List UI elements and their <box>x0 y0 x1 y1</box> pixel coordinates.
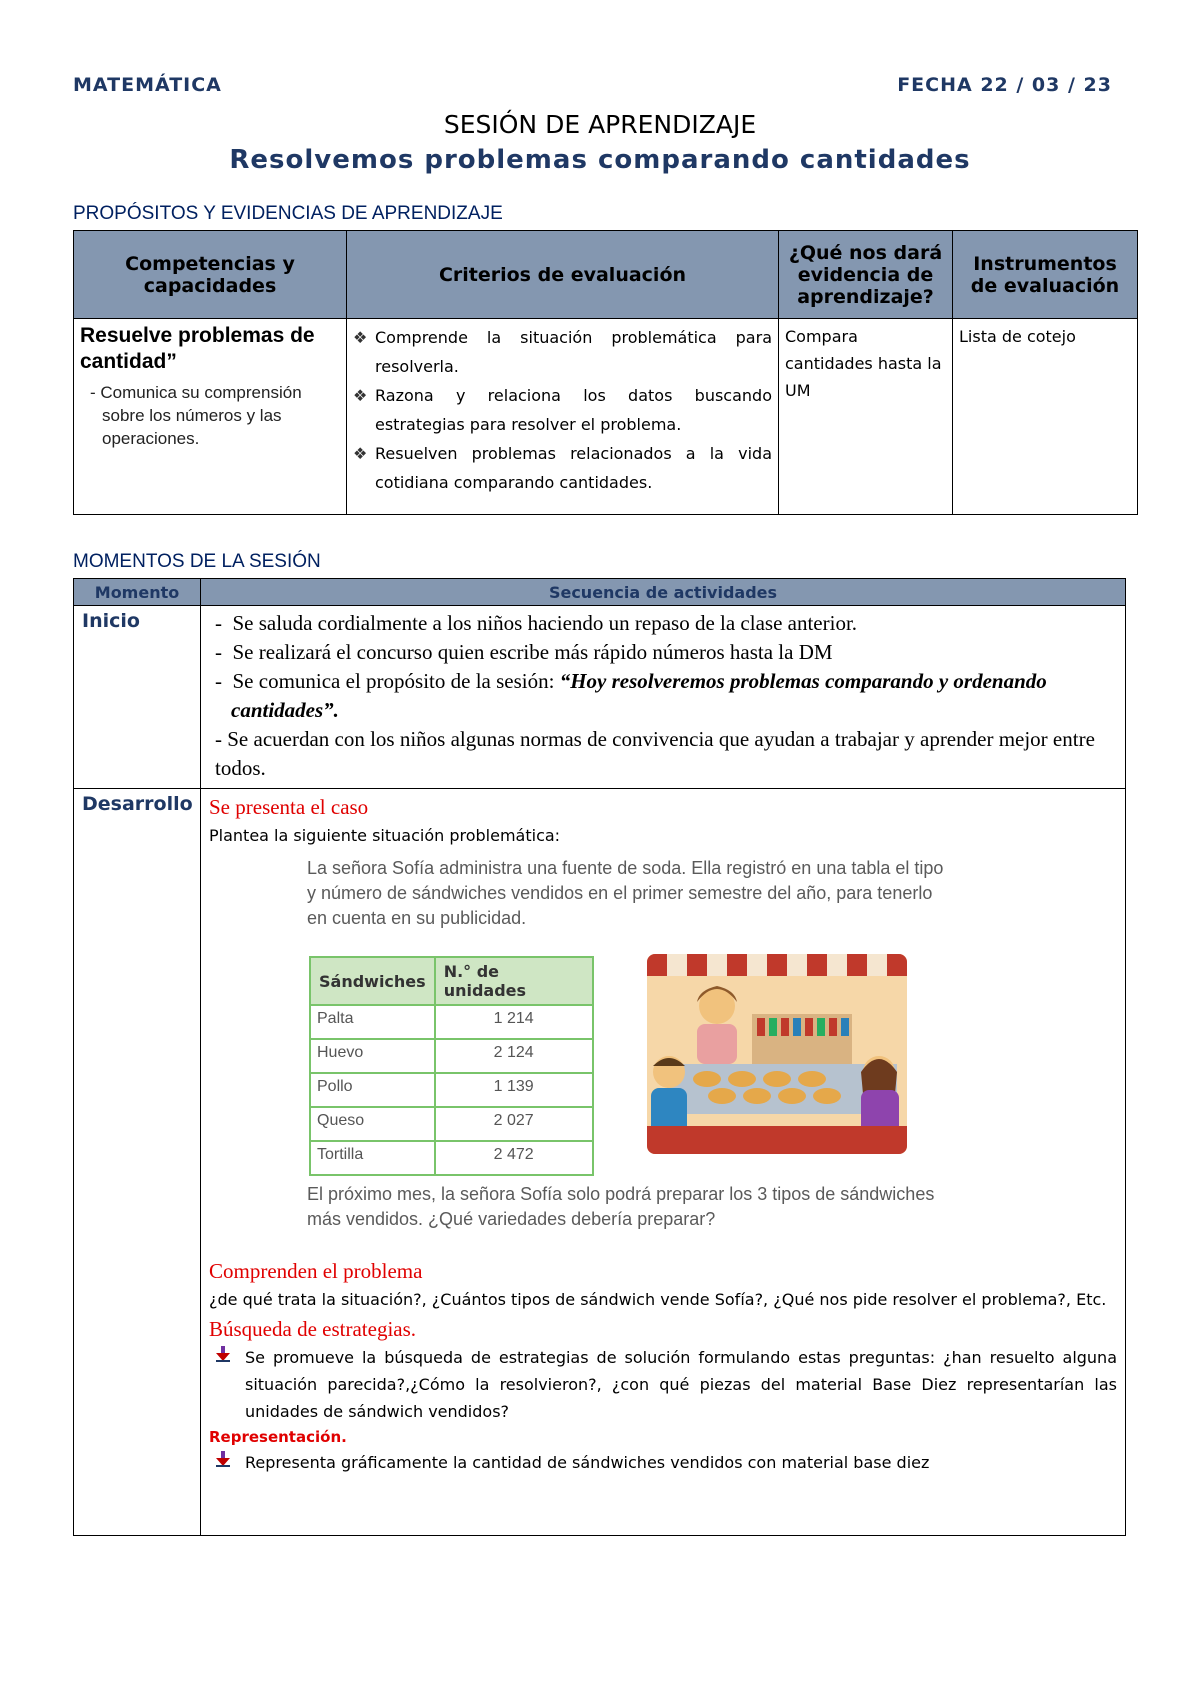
moments-section-label: MOMENTOS DE LA SESIÓN <box>73 551 321 572</box>
understand-heading: Comprenden el problema <box>209 1259 423 1283</box>
shop-scene-icon <box>647 954 907 1154</box>
strategies-heading: Búsqueda de estrategias. <box>209 1317 417 1341</box>
evidence-text: Compara cantidades hasta la UM <box>785 327 942 400</box>
competency-cell <box>74 319 347 515</box>
table-row: Tortilla 2 472 <box>310 1141 593 1175</box>
representation-item: Representa gráficamente la cantidad de sándwiches vendidos con material base diez <box>209 1449 1117 1476</box>
book-paragraph: La señora Sofía administra una fuente de soda. Ella registró en una tabla el tipo y número de sándwiches vendidos en el primer semestre del año, para tenerlo en cuenta en su publicidad. <box>307 858 944 928</box>
page-subtitle: Resolvemos problemas comparando cantidades <box>229 145 971 175</box>
table-row: Huevo 2 124 <box>310 1039 593 1073</box>
desarrollo-activities <box>201 789 1126 1536</box>
subject-label: MATEMÁTICA <box>73 74 222 96</box>
header-secuencia: Secuencia de actividades <box>201 579 1126 606</box>
sandwich-table <box>309 956 594 1176</box>
arrow-down-bullet-icon <box>215 1449 231 1476</box>
header-criterios: Criterios de evaluación <box>347 231 779 319</box>
sandwich-col-header: Sándwiches <box>310 957 435 1005</box>
evidence-cell <box>779 319 953 515</box>
instrument-text: Lista de cotejo <box>959 327 1076 346</box>
list-item: - Se saluda cordialmente a los niños haciendo un repaso de la clase anterior. <box>215 611 858 635</box>
list-item: - Se realizará el concurso quien escribe más rápido números hasta la DM <box>215 640 833 664</box>
criteria-cell <box>347 319 779 515</box>
diamond-bullet-icon: ❖ <box>353 328 368 347</box>
list-item: - Se comunica el propósito de la sesión: “Hoy resolveremos problemas comparando y ordenando cantidades”. <box>215 669 1047 722</box>
moment-inicio: Inicio <box>74 606 201 789</box>
table-row: Pollo 1 139 <box>310 1073 593 1107</box>
page-title: SESIÓN DE APRENDIZAJE <box>443 110 757 139</box>
instrument-cell <box>953 319 1138 515</box>
case-heading: Se presenta el caso <box>209 795 369 819</box>
criterion-item: ❖ Comprende la situación problemática para resolverla. <box>353 323 772 381</box>
header-competencias: Competencias y capacidades <box>74 231 347 319</box>
textbook-excerpt-image <box>307 856 957 1229</box>
date-label: FECHA 22 / 03 / 23 <box>897 74 1112 96</box>
header-momento: Momento <box>74 579 201 606</box>
competency-capacity: - Comunica su comprensión sobre los números y las operaciones. <box>90 383 302 448</box>
competency-title: Resuelve problemas de cantidad” <box>80 324 315 373</box>
table-row: Queso 2 027 <box>310 1107 593 1141</box>
inicio-activities <box>201 606 1126 789</box>
strategies-item: Se promueve la búsqueda de estrategias de solución formulando estas preguntas: ¿han resuelto alguna situación parecida?,¿Cómo la resolvieron?, ¿con qué piezas del material Base Diez representarían las unidades de sándwich vendidos? <box>209 1344 1117 1425</box>
sandwich-shop-illustration <box>647 954 907 1154</box>
criterion-item: ❖ Razona y relaciona los datos buscando estrategias para resolver el problema. <box>353 381 772 439</box>
units-col-header: N.° de unidades <box>435 957 593 1005</box>
header-evidencia: ¿Qué nos dará evidencia de aprendizaje? <box>779 231 953 319</box>
moment-desarrollo: Desarrollo <box>74 789 201 1536</box>
header-instrumentos: Instrumentos de evaluación <box>953 231 1138 319</box>
diamond-bullet-icon: ❖ <box>353 444 368 463</box>
criterion-item: ❖ Resuelven problemas relacionados a la vida cotidiana comparando cantidades. <box>353 439 772 497</box>
list-item: - Se acuerdan con los niños algunas normas de convivencia que ayudan a trabajar y aprender mejor entre todos. <box>215 727 1095 780</box>
diamond-bullet-icon: ❖ <box>353 386 368 405</box>
table-row: Palta 1 214 <box>310 1005 593 1039</box>
book-question: El próximo mes, la señora Sofía solo podrá preparar los 3 tipos de sándwiches más vendidos. ¿Qué variedades debería preparar? <box>307 1184 935 1229</box>
representation-heading: Representación. <box>209 1428 347 1446</box>
case-intro: Plantea la siguiente situación problemática: <box>209 826 561 845</box>
purposes-table <box>73 230 1138 515</box>
purpose-quote: “Hoy resolveremos problemas comparando y ordenando cantidades”. <box>231 669 1047 722</box>
purposes-section-label: PROPÓSITOS Y EVIDENCIAS DE APRENDIZAJE <box>73 203 503 224</box>
understand-text: ¿de qué trata la situación?, ¿Cuántos tipos de sándwich vende Sofía?, ¿Qué nos pide resolver el problema?, Etc. <box>209 1290 1107 1309</box>
moments-table <box>73 578 1126 1536</box>
arrow-down-bullet-icon <box>215 1344 231 1371</box>
